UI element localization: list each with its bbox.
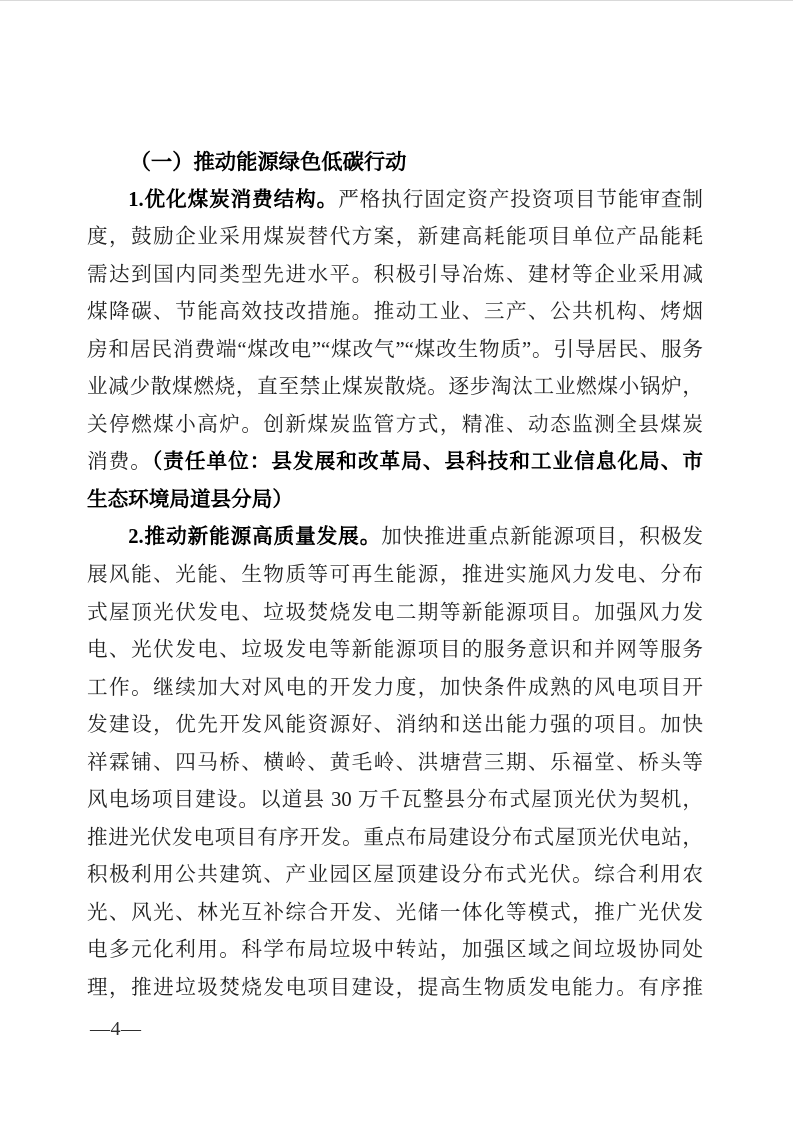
text-run: 关停燃煤小高炉。创新煤炭监管方式，精准、动态监测全县煤炭 bbox=[87, 413, 703, 436]
text-run: 展风能、光能、生物质等可再生能源，推进实施风力发电、分布 bbox=[87, 564, 703, 587]
text-run: 理，推进垃圾焚烧发电项目建设，提高生物质发电能力。有序推 bbox=[87, 977, 703, 1000]
text-run: 房和居民消费端“煤改电”“煤改气”“煤改生物质”。引导居民、服务 bbox=[87, 338, 703, 361]
text-run: 发建设，优先开发风能资源好、消纳和送出能力强的项目。加快 bbox=[87, 714, 703, 737]
text-line bbox=[87, 970, 703, 1008]
bold-text-run: 2.推动新能源高质量发展。 bbox=[128, 526, 382, 549]
bold-text-run: 生态环境局道县分局） bbox=[87, 488, 293, 511]
text-run: 电多元化利用。科学布局垃圾中转站，加强区域之间垃圾协同处 bbox=[87, 939, 703, 962]
text-line bbox=[87, 745, 703, 783]
text-run: 需达到国内同类型先进水平。积极引导冶炼、建材等企业采用减 bbox=[87, 263, 703, 286]
text-run: 度，鼓励企业采用煤炭替代方案，新建高耗能项目单位产品能耗 bbox=[87, 226, 703, 249]
text-line bbox=[87, 820, 703, 858]
text-run: 光、风光、林光互补综合开发、光储一体化等模式，推广光伏发 bbox=[87, 901, 703, 924]
text-run: 积极利用公共建筑、产业园区屋顶建设分布式光伏。综合利用农 bbox=[87, 864, 703, 887]
text-line bbox=[87, 407, 703, 445]
text-run: 推进光伏发电项目有序开发。重点布局建设分布式屋顶光伏电站， bbox=[87, 826, 703, 849]
text-line bbox=[87, 670, 703, 708]
text-line bbox=[87, 595, 703, 633]
text-line bbox=[87, 857, 703, 895]
text-line bbox=[87, 257, 703, 295]
page-number: —4— bbox=[90, 1018, 142, 1040]
text-line bbox=[87, 782, 703, 820]
text-line bbox=[87, 369, 703, 407]
bold-text-run: （责任单位：县发展和改革局、县科技和工业信息化局、市 bbox=[151, 451, 704, 474]
text-run: 严格执行固定资产投资项目节能审查制 bbox=[338, 188, 704, 211]
text-run: 祥霖铺、四马桥、横岭、黄毛岭、洪塘营三期、乐福堂、桥头等 bbox=[87, 751, 703, 774]
text-line bbox=[87, 932, 703, 970]
text-line bbox=[87, 332, 703, 370]
text-run: 电、光伏发电、垃圾发电等新能源项目的服务意识和并网等服务 bbox=[87, 639, 703, 662]
bold-text-run: 1.优化煤炭消费结构。 bbox=[128, 188, 339, 211]
text-line bbox=[87, 632, 703, 670]
text-line bbox=[87, 707, 703, 745]
text-run: 加快推进重点新能源项目，积极发 bbox=[381, 526, 704, 549]
text-run: 工作。继续加大对风电的开发力度，加快条件成熟的风电项目开 bbox=[87, 676, 703, 699]
text-line bbox=[87, 182, 703, 220]
text-line bbox=[87, 444, 703, 482]
text-line bbox=[87, 519, 703, 557]
section-heading: （一）推动能源绿色低碳行动 bbox=[129, 150, 407, 174]
text-line bbox=[87, 482, 703, 520]
text-line bbox=[87, 294, 703, 332]
text-run: 业减少散煤燃烧，直至禁止煤炭散烧。逐步淘汰工业燃煤小锅炉， bbox=[87, 376, 703, 399]
text-run: 消费。 bbox=[87, 451, 152, 474]
text-line bbox=[87, 895, 703, 933]
paragraphs-container bbox=[87, 182, 703, 1008]
text-run: 风电场项目建设。以道县 30 万千瓦整县分布式屋顶光伏为契机， bbox=[87, 789, 703, 812]
text-line bbox=[87, 219, 703, 257]
text-line bbox=[87, 557, 703, 595]
text-run: 式屋顶光伏发电、垃圾焚烧发电二期等新能源项目。加强风力发 bbox=[87, 601, 703, 624]
text-run: 煤降碳、节能高效技改措施。推动工业、三产、公共机构、烤烟 bbox=[87, 301, 703, 324]
document-body bbox=[87, 144, 703, 1008]
